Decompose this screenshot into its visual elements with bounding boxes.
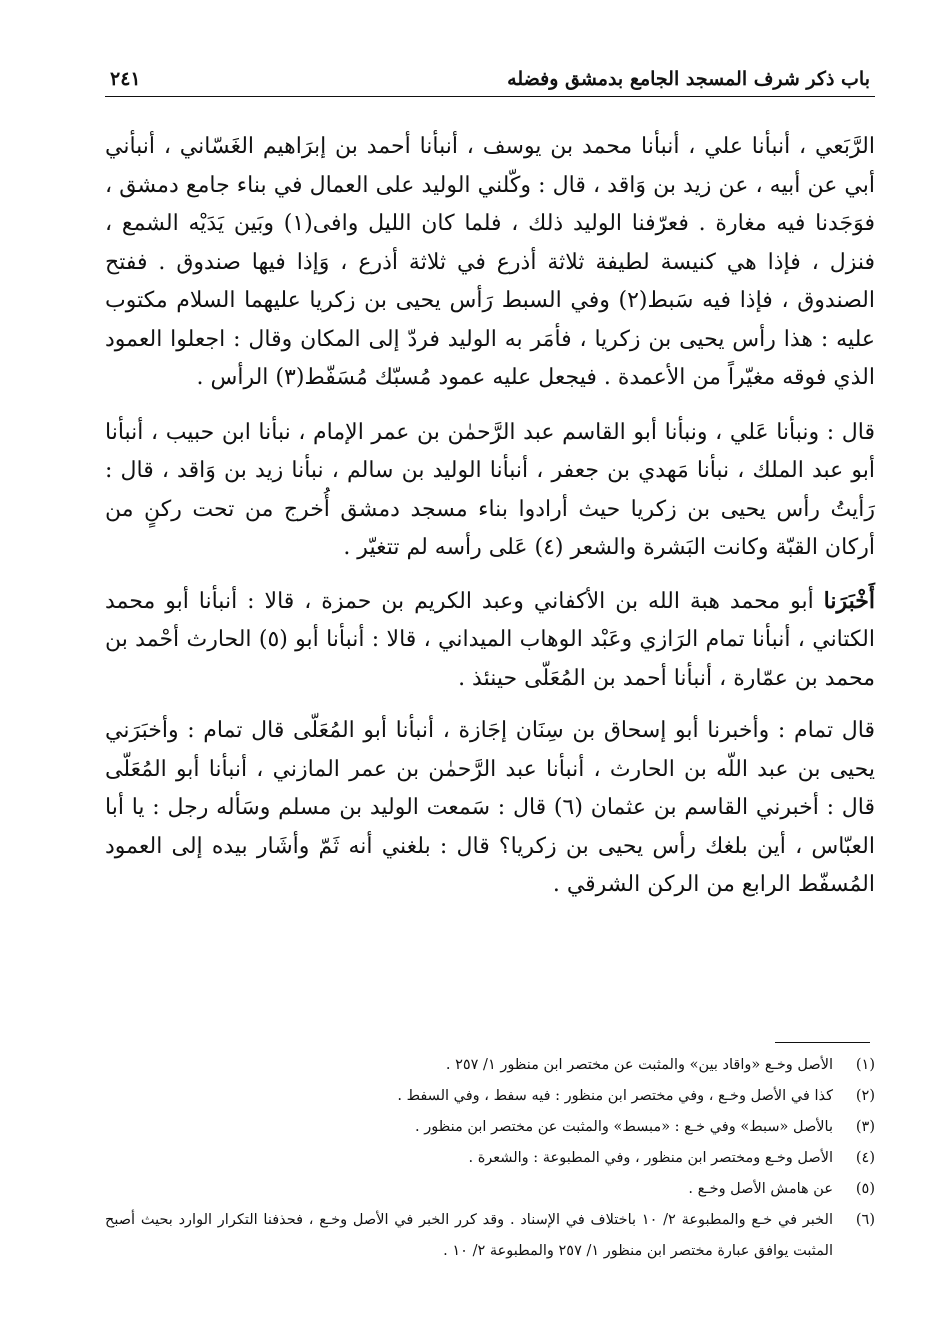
footnote-number: (٣)	[855, 1119, 875, 1135]
footnotes	[105, 1050, 875, 1267]
main-text	[105, 128, 875, 921]
footnote-number: (٢)	[855, 1088, 875, 1104]
paragraph-2: قال : ونبأنا عَلي ، ونبأنا أبو القاسم عبد الرَّحمٰن بن عمر الإمام ، نبأنا ابن حبيب ، أنبأنا أبو عبد الملك ، نبأنا مَهدي بن جعفر ، أنبأنا الوليد بن سالم ، نبأنا زيد بن وَاقد ، قال : رَأيتُ رأس يحيى بن زكريا حيث أرادوا بناء مسجد دمشق أُخرج من تحت ركنٍ من أركان القبّة وكانت البَشرة والشعر (٤) عَلى رأسه لم تتغيّر .	[105, 419, 875, 560]
page-number: ٢٤١	[110, 68, 141, 90]
footnote-number: (٦)	[855, 1212, 875, 1228]
footnote-text: الخبر في خـع والمطبوعة ٢/ ١٠ باختلاف في الإسناد . وقد كرر الخبر في الأصل وخـع ، فحذفنا التكرار الوارد بحيث أصبح المثبت يوافق عبارة مختصر ابن منظور ١/ ٢٥٧ والمطبوعة ٢/ ١٠ .	[105, 1212, 833, 1259]
footnote-text: بالأصل «سبط» وفي خـع : «مبسط» والمثبت عن مختصر ابن منظور .	[415, 1119, 833, 1135]
footnote	[105, 1050, 875, 1081]
footnote	[105, 1143, 875, 1174]
footnote	[105, 1205, 875, 1267]
footnote-text: كذا في الأصل وخـع ، وفي مختصر ابن منظور : فيه سفط ، وفي السفط .	[397, 1088, 833, 1104]
paragraph-3	[105, 582, 875, 699]
paragraph-4: قال تمام : وأخبرنا أبو إسحاق بن سِنَان إجَازة ، أنبأنا أبو المُعَلّى قال تمام : وأخبَرَني يحيى بن عبد اللّه بن الحارث ، أنبأنا عبد الرَّحمٰن بن عمر المازني ، أنبأنا أبو المُعَلّى قال : أخبرني القاسم بن عثمان (٦) قال : سَمعت الوليد بن مسلم وسَأله رجل : يا أبا العبّاس ، أين بلغك رأس يحيى بن زكريا؟ قال : بلغني أنه ثَمّ وأشَار بيده إلى العمود المُسفّط الرابع من الركن الشرقي .	[105, 718, 876, 897]
footnote	[105, 1081, 875, 1112]
footnote	[105, 1112, 875, 1143]
footnote	[105, 1174, 875, 1205]
footnote-number: (٥)	[855, 1181, 875, 1197]
footnote-text: الأصل وخـع ومختصر ابن منظور ، وفي المطبوعة : والشعرة .	[468, 1150, 833, 1166]
paragraph-1: الرَّبَعي ، أنبأنا علي ، أنبأنا محمد بن يوسف ، أنبأنا أحمد بن إبرَاهيم الغَسّاني ، أنبأني أبي عن أبيه ، عن زيد بن وَاقد ، قال : وكّلني الوليد على العمال في بناء جامع دمشق ، فوَجَدنا فيه مغارة . فعرّفنا الوليد ذلك ، فلما كان الليل وافى(١) وبَين يَدَيْه الشمع ، فنزل ، فإذا هي كنيسة لطيفة ثلاثة أذرع في ثلاثة أذرع ، وَإذا فيها صندوق . ففتح الصندوق ، فإذا فيه سَبط(٢) وفي السبط رَأس يحيى بن زكريا عليهما السلام مكتوب عليه : هذا رأس يحيى بن زكريا ، فأمَر به الوليد فردّ إلى المكان وقال : اجعلوا العمود الذي فوقه مغيّراً من الأعمدة . فيجعل عليه عمود مُسبّك مُسَفّط(٣) الرأس .	[105, 134, 875, 390]
footnote-number: (١)	[855, 1057, 875, 1073]
paragraph-3-text: أبو محمد هبة الله بن الأكفاني وعبد الكريم بن حمزة ، قالا : أنبأنا أبو محمد الكتاني ، أنبأنا تمام الرَازي وعَبْد الوهاب الميداني ، قالا : أنبأنا أبو (٥) الحارث أحْمد بن محمد بن عمّارة ، أنبأنا أحمد بن المُعَلّى حينئذ .	[105, 588, 875, 691]
header-rule	[105, 96, 875, 97]
chapter-title: باب ذكر شرف المسجد الجامع بدمشق وفضله	[507, 68, 870, 90]
footnote-text: عن هامش الأصل وخـع .	[688, 1181, 833, 1197]
running-head	[110, 64, 870, 94]
footnote-text: الأصل وخـع «واقاد بين» والمثبت عن مختصر ابن منظور ١/ ٢٥٧ .	[445, 1057, 833, 1073]
lead-word: أَخْبَرَنا	[823, 587, 875, 614]
footnote-number: (٤)	[855, 1150, 875, 1166]
footnote-rule	[775, 1042, 870, 1043]
